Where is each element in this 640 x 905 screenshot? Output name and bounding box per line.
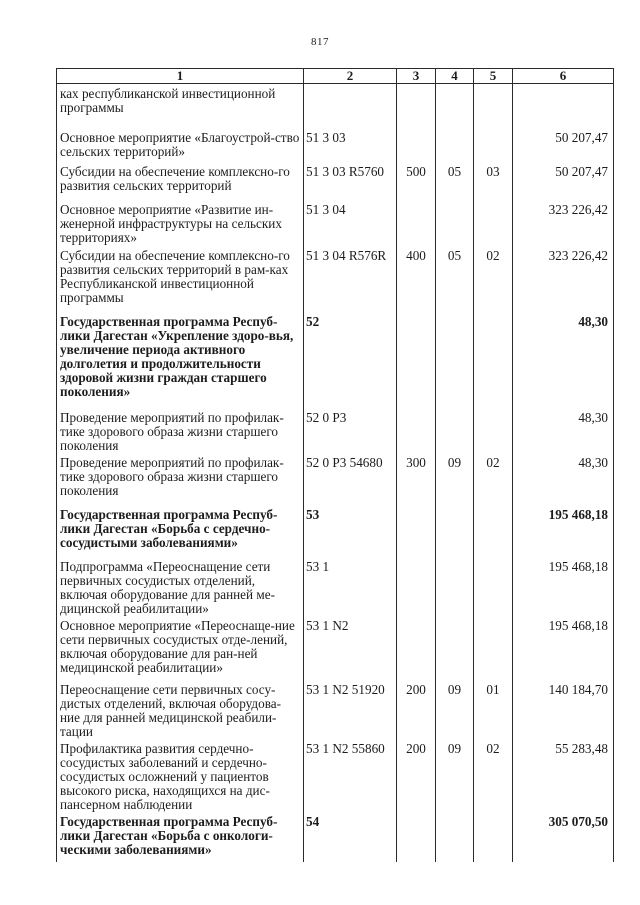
row-sum (513, 84, 614, 128)
row-code: 53 1 N2 (304, 616, 397, 680)
table-row (57, 739, 614, 812)
row-name: Субсидии на обеспечение комплексно-го развития сельских территорий (57, 162, 304, 200)
table-row (57, 616, 614, 680)
row-sum: 323 226,42 (513, 246, 614, 312)
row-vr (397, 557, 436, 616)
row-code: 51 3 03 (304, 128, 397, 162)
table-row (57, 812, 614, 862)
row-rz (436, 84, 474, 128)
row-pr (474, 812, 513, 862)
row-code (304, 84, 397, 128)
row-rz (436, 200, 474, 246)
budget-table (56, 68, 614, 862)
row-rz (436, 812, 474, 862)
row-code: 54 (304, 812, 397, 862)
row-sum: 195 468,18 (513, 505, 614, 557)
row-rz: 05 (436, 246, 474, 312)
col-header-3: 3 (397, 69, 436, 84)
row-vr: 500 (397, 162, 436, 200)
row-sum: 48,30 (513, 453, 614, 505)
row-sum: 55 283,48 (513, 739, 614, 812)
table-row (57, 680, 614, 739)
table-row (57, 128, 614, 162)
table-row (57, 453, 614, 505)
row-name: Основное мероприятие «Переоснаще-ние сети первичных сосудистых отде-лений, включая оборудование для ран-ней медицинской реабилитации» (57, 616, 304, 680)
row-sum: 48,30 (513, 408, 614, 453)
col-header-5: 5 (474, 69, 513, 84)
row-pr (474, 557, 513, 616)
row-name: Основное мероприятие «Благоустрой-ство сельских территорий» (57, 128, 304, 162)
row-name: Подпрограмма «Переоснащение сети первичных сосудистых отделений, включая оборудование для ранней ме-дицинской реабилитации» (57, 557, 304, 616)
table-row (57, 312, 614, 408)
row-rz (436, 616, 474, 680)
row-name: Переоснащение сети первичных сосу-дистых отделений, включая оборудова-ние для ранней медицинской реабили-тации (57, 680, 304, 739)
row-name: Проведение мероприятий по профилак-тике здорового образа жизни старшего поколения (57, 453, 304, 505)
table-row (57, 84, 614, 128)
row-name: Государственная программа Респуб-лики Дагестан «Борьба с сердечно-сосудистыми заболеваниями» (57, 505, 304, 557)
row-code: 53 1 N2 55860 (304, 739, 397, 812)
row-rz: 09 (436, 453, 474, 505)
row-pr (474, 312, 513, 408)
row-name: Государственная программа Респуб-лики Дагестан «Борьба с онкологи-ческими заболеваниями» (57, 812, 304, 862)
row-vr (397, 312, 436, 408)
header-row (57, 69, 614, 84)
row-rz: 05 (436, 162, 474, 200)
row-sum: 140 184,70 (513, 680, 614, 739)
row-code: 52 0 P3 (304, 408, 397, 453)
row-vr: 200 (397, 739, 436, 812)
row-pr: 02 (474, 246, 513, 312)
row-code: 53 1 N2 51920 (304, 680, 397, 739)
table-row (57, 246, 614, 312)
row-name: Проведение мероприятий по профилак-тике здорового образа жизни старшего поколения (57, 408, 304, 453)
row-vr (397, 616, 436, 680)
row-vr (397, 200, 436, 246)
row-rz (436, 312, 474, 408)
col-header-6: 6 (513, 69, 614, 84)
row-pr: 02 (474, 739, 513, 812)
row-code: 51 3 03 R5760 (304, 162, 397, 200)
row-vr (397, 505, 436, 557)
row-rz: 09 (436, 680, 474, 739)
row-vr: 400 (397, 246, 436, 312)
col-header-1: 1 (57, 69, 304, 84)
row-sum: 305 070,50 (513, 812, 614, 862)
row-sum: 195 468,18 (513, 557, 614, 616)
table-row (57, 408, 614, 453)
table-row (57, 505, 614, 557)
row-pr (474, 408, 513, 453)
row-pr (474, 505, 513, 557)
row-vr (397, 84, 436, 128)
row-vr (397, 128, 436, 162)
row-code: 53 1 (304, 557, 397, 616)
row-name: Основное мероприятие «Развитие ин-женерной инфраструктуры на сельских территориях» (57, 200, 304, 246)
table-row (57, 162, 614, 200)
row-sum: 50 207,47 (513, 128, 614, 162)
row-code: 51 3 04 R576R (304, 246, 397, 312)
row-rz (436, 128, 474, 162)
row-name: Профилактика развития сердечно-сосудистых заболеваний и сердечно-сосудистых осложнений у пациентов высокого риска, находящихся на дис-пансерном наблюдении (57, 739, 304, 812)
row-pr (474, 200, 513, 246)
row-vr (397, 408, 436, 453)
row-pr (474, 128, 513, 162)
row-sum: 195 468,18 (513, 616, 614, 680)
row-code: 52 0 P3 54680 (304, 453, 397, 505)
row-pr (474, 616, 513, 680)
row-vr: 200 (397, 680, 436, 739)
row-code: 51 3 04 (304, 200, 397, 246)
table-row (57, 557, 614, 616)
row-rz: 09 (436, 739, 474, 812)
page-number: 817 (311, 36, 329, 48)
row-sum: 48,30 (513, 312, 614, 408)
row-pr: 01 (474, 680, 513, 739)
row-rz (436, 505, 474, 557)
row-rz (436, 408, 474, 453)
col-header-2: 2 (304, 69, 397, 84)
row-pr: 03 (474, 162, 513, 200)
row-name: Субсидии на обеспечение комплексно-го развития сельских территорий в рам-ках Республиканской инвестиционной программы (57, 246, 304, 312)
row-vr (397, 812, 436, 862)
row-sum: 323 226,42 (513, 200, 614, 246)
table-row (57, 200, 614, 246)
row-vr: 300 (397, 453, 436, 505)
row-pr (474, 84, 513, 128)
row-rz (436, 557, 474, 616)
row-pr: 02 (474, 453, 513, 505)
row-name: ках республиканской инвестиционной программы (57, 84, 304, 128)
col-header-4: 4 (436, 69, 474, 84)
row-code: 53 (304, 505, 397, 557)
row-code: 52 (304, 312, 397, 408)
row-name: Государственная программа Респуб-лики Дагестан «Укрепление здоро-вья, увеличение периода активного долголетия и продолжительности здоровой жизни граждан старшего поколения» (57, 312, 304, 408)
row-sum: 50 207,47 (513, 162, 614, 200)
